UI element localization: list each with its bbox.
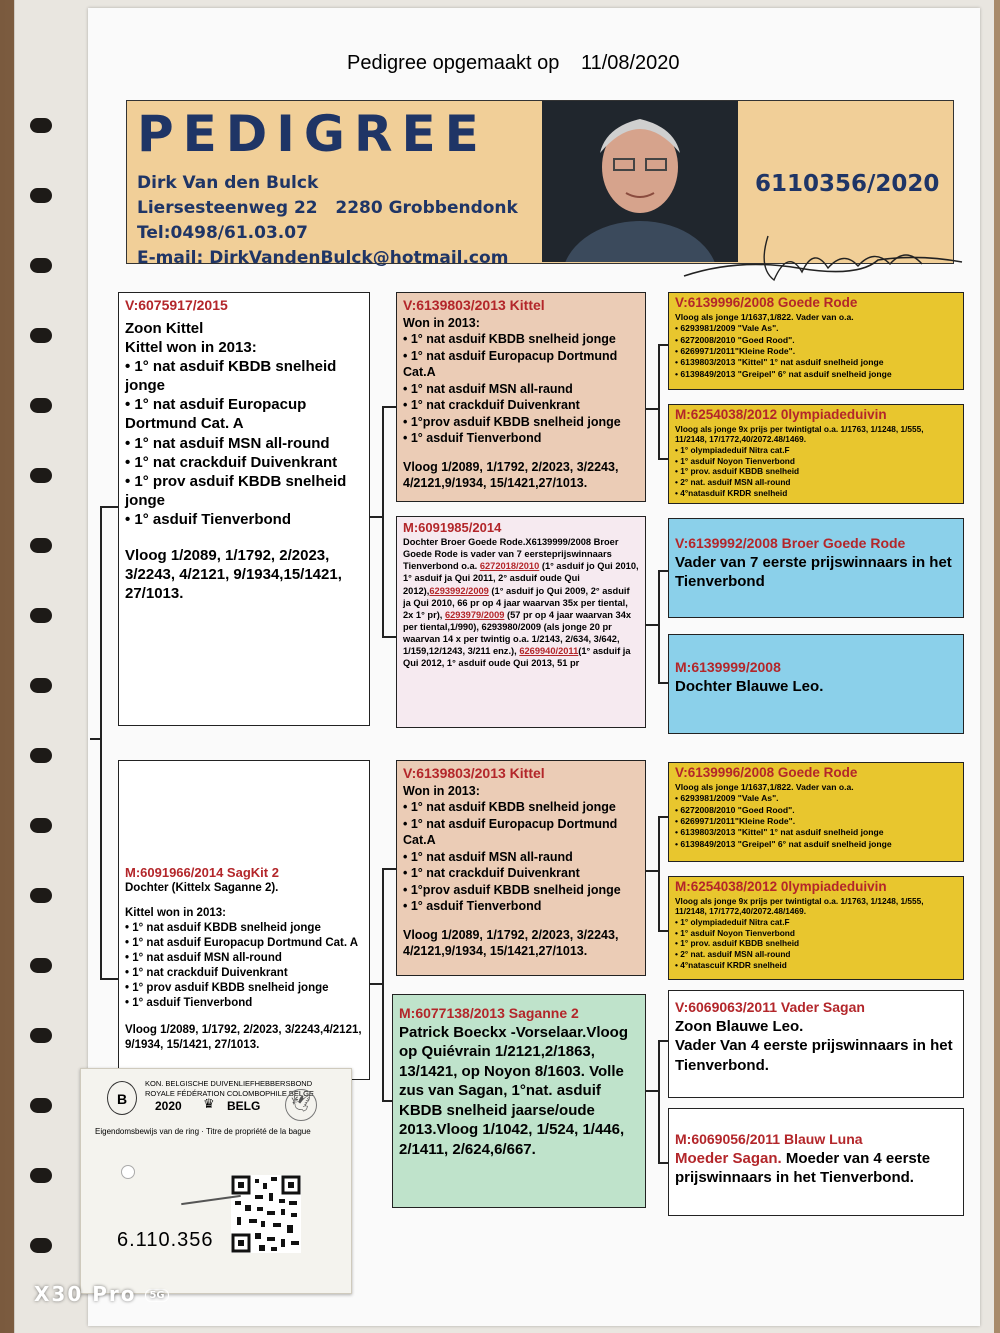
punch-hole [30,1168,52,1183]
list-item: • 1° prov. asduif KBDB snelheid [675,938,957,949]
connector-line [658,344,660,458]
mother-6091985-id: M:6091985/2014 [403,520,502,535]
punch-hole [30,398,52,413]
broer-text: Vader van 7 eerste prijswinnaars in het Tienverbond [675,553,952,590]
punch-hole [30,888,52,903]
grandmother-maternal-card [392,994,646,1208]
olymp-bottom-id: M:6254038/2012 0lympiadeduivin [675,879,887,894]
text-segment: (1° asduif jo Qui 2009, 2° asduif ja Qui 2010, 66 pr op 4 jaar waarvan 35x per tiental, 2x 1° pr), [403,585,630,620]
goede-rode-top-offspring [675,323,957,380]
list-item: • 1° asduif Tienverbond [125,996,363,1011]
connector-line [658,570,668,572]
list-item: • 6139849/2013 "Greipel" 6° nat asduif snelheid jonge [675,369,957,380]
olymp-bottom-achievements [675,917,957,970]
connector-line [382,406,384,636]
connector-line [658,1040,660,1162]
list-item: • 1° asduif Noyon Tienverbond [675,456,957,467]
list-item: • 1° nat crackduif Duivenkrant [125,966,363,981]
saganne-id: M:6077138/2013 Saganne 2 [399,1005,579,1021]
sagan-father-line2: Vader Van 4 eerste prijswinnaars in het Tienverbond. [675,1037,953,1074]
pedigree-page [88,8,980,1326]
mother-results: Vloog 1/2089, 1/1792, 2/2023, 3/2243,4/2121, 9/1934, 15/1421, 27/1013. [125,1023,362,1051]
kittel-top-achievements [403,331,639,447]
document-date: 11/08/2020 [580,52,680,74]
pedigree-link[interactable]: 6272018/2010 [479,561,540,572]
list-item: • 6293981/2009 "Vale As". [675,793,957,804]
great-grandmother-card-1 [668,404,964,504]
document-title-line [347,52,680,75]
pedigree-link[interactable]: 6269940/2011 [519,645,579,656]
list-item: • 1° olympiadeduif Nitra cat.F [675,917,957,928]
list-item: • 1°prov asduif KBDB snelheid jonge [403,414,639,431]
list-item: • 6139803/2013 "Kittel" 1° nat asduif snelheid jonge [675,357,957,368]
list-item: • 6269971/2011"Kleine Rode". [675,346,957,357]
punch-hole [30,678,52,693]
ring-org-nl: KON. BELGISCHE DUIVENLIEFHEBBERSBOND [145,1079,313,1088]
connector-line [658,816,660,930]
list-item: • 6293981/2009 "Vale As". [675,323,957,334]
kittel-bottom-won: Won in 2013: [403,783,480,798]
mother-won-heading: Kittel won in 2013: [125,907,226,920]
list-item: • 1° nat asduif KBDB snelheid jonge [403,331,639,348]
list-item: • 1° nat asduif Europacup Dortmund Cat. A [125,395,363,433]
father-achievements [125,357,363,530]
ring-certificate [80,1068,352,1294]
kittel-bottom-achievements [403,799,639,915]
mother-achievements [125,921,363,1011]
list-item: • 1° nat crackduif Duivenkrant [403,865,639,882]
kittel-bottom-id: V:6139803/2013 Kittel [403,765,545,781]
list-item: • 1° asduif Noyon Tienverbond [675,928,957,939]
camera-watermark [34,1282,169,1306]
father-intro: Zoon Kittel [125,319,204,337]
punch-hole [30,1028,52,1043]
list-item: • 6139803/2013 "Kittel" 1° nat asduif snelheid jonge [675,827,957,838]
olymp-bottom-intro: Vloog als jonge 9x prijs per twintigtal o.a. 1/1763, 1/1248, 1/555, 11/2148, 17/1772,40/2072.48/1469. [675,895,924,917]
owner-name: Dirk Van den Bulck [137,173,319,193]
list-item: • 1° nat asduif MSN all-round [125,434,363,453]
list-item: • 1° nat asduif MSN all-round [125,951,363,966]
list-item: • 1° asduif Tienverbond [403,430,639,447]
ring-number: 6110356/2020 [755,171,940,197]
father-card [118,292,370,726]
grandfather-paternal-card [396,292,646,502]
punch-hole [30,258,52,273]
saganne-text: Patrick Boeckx -Vorselaar.Vloog op Quiévrain 1/2121,2/1863, 13/1421, op Noyon 8/1603. Volle zus van Sagan, 1°nat. asduif KBDB snelheid jaarse/oude 2013.Vloog 1/1042, 1/524, 1/446, 2/1411, 2/624,6/667. [399,1023,628,1158]
punch-hole [30,608,52,623]
list-item: • 1° olympiadeduif Nitra cat.F [675,445,957,456]
great-grandmother-card-2 [668,634,964,734]
father-won-heading: Kittel won in 2013: [125,338,257,356]
punch-hole [30,118,52,133]
great-grandfather-card-3 [668,762,964,862]
punch-hole [30,1238,52,1253]
goede-rode-top-intro: Vloog als jonge 1/1637,1/822. Vader van o.a. [675,311,854,322]
connector-line [658,930,668,932]
watermark-badge: 5G [145,1289,168,1302]
mother-card [118,760,370,1080]
list-item: • 1° nat asduif Europacup Dortmund Cat.A [403,348,639,381]
punch-hole [121,1165,135,1179]
grandfather-maternal-card [396,760,646,976]
list-item: • 6272008/2010 "Goed Rood". [675,335,957,346]
punch-hole [30,818,52,833]
goede-rode-bottom-intro: Vloog als jonge 1/1637,1/822. Vader van o.a. [675,781,854,792]
olymp-top-id: M:6254038/2012 0lympiadeduivin [675,407,887,422]
great-grandmother-card-3 [668,876,964,980]
list-item: • 1° nat crackduif Duivenkrant [125,453,363,472]
list-item: • 6269971/2011"Kleine Rode". [675,816,957,827]
sagan-mother-id: M:6069056/2011 Blauw Luna [675,1131,863,1147]
great-grandmother-card-4 [668,1108,964,1216]
list-item: • 1° nat asduif Europacup Dortmund Cat.A [403,816,639,849]
great-grandfather-card-2 [668,518,964,618]
list-item: • 2° nat. asduif MSN all-round [675,949,957,960]
document-title: Pedigree opgemaakt op [347,52,560,74]
dochter-leo-text: Dochter Blauwe Leo. [675,677,824,695]
list-item: • 4°natascuif KRDR snelheid [675,960,957,971]
list-item: • 6272008/2010 "Goed Rood". [675,805,957,816]
ring-card-number: 6.110.356 [117,1229,214,1251]
broer-id: V:6139992/2008 Broer Goede Rode [675,535,906,551]
punch-hole [30,538,52,553]
punch-hole [30,958,52,973]
dove-icon: 🕊 [285,1089,317,1121]
goede-rode-top-id: V:6139996/2008 Goede Rode [675,295,858,310]
connector-line [658,1040,668,1042]
goede-rode-bottom-id: V:6139996/2008 Goede Rode [675,765,858,780]
text-segment: (1° asduif ja Qui 2012, 1° asduif oude Qui 2013, 51 pr [403,645,631,669]
list-item: • 6139849/2013 "Greipel" 6° nat asduif snelheid jonge [675,839,957,850]
father-results: Vloog 1/2089, 1/1792, 2/2023, 3/2243, 4/2121, 9/1934,15/1421, 27/1013. [125,546,342,602]
list-item: • 1° nat crackduif Duivenkrant [403,397,639,414]
kittel-bottom-results: Vloog 1/2089, 1/1792, 2/2023, 3/2243, 4/2121,9/1934, 15/1421,27/1013. [403,927,619,958]
ring-org-fr: ROYALE FÉDÉRATION COLOMBOPHILE BELGE [145,1089,314,1098]
punch-hole [30,1098,52,1113]
qr-code-icon [231,1175,301,1253]
connector-line [382,636,396,638]
punch-hole [30,188,52,203]
text-segment: (57 pr op 4 jaar waarvan 34x per tiental,1/990), 6293980/2009 (als jonge 20 pr waarvan 14 x per twintig o.a. 1/2143, 2/634, 3/642, 1/159,12/1243, 3/211 enz.), [403,609,632,656]
sagan-mother-line2: Moeder van 4 eerste prijswinnaars in het Tienverbond. [675,1149,931,1186]
sagan-father-id: V:6069063/2011 Vader Sagan [675,999,865,1015]
crown-icon: ♛ [203,1096,215,1111]
connector-line [100,506,102,978]
great-grandfather-card-1 [668,292,964,390]
ring-title: Eigendomsbewijs van de ring · Titre de propriété de la bague [95,1127,311,1136]
connector-line [658,458,668,460]
list-item: • 1° prov. asduif KBDB snelheid [675,466,957,477]
connector-line [100,506,118,508]
kittel-top-id: V:6139803/2013 Kittel [403,297,545,313]
watermark-brand: X30 Pro [34,1282,137,1306]
connector-line [658,1162,668,1164]
list-item: • 1° nat asduif KBDB snelheid jonge [403,799,639,816]
owner-email: E-mail: DirkVandenBulck@hotmail.com [137,248,509,268]
list-item: • 2° nat. asduif MSN all-round [675,477,957,488]
connector-line [100,978,118,980]
connector-line [382,406,396,408]
list-item: • 1° nat asduif KBDB snelheid jonge [125,921,363,936]
pedigree-link[interactable]: 6293992/2009 [429,585,489,596]
mother-intro: Dochter (Kittelx Saganne 2). [125,882,279,895]
mother-id: M:6091966/2014 SagKit 2 [125,865,279,880]
list-item: • 1° prov asduif KBDB snelheid jonge [125,472,363,510]
dochter-leo-id: M:6139999/2008 [675,659,781,675]
father-id: V:6075917/2015 [125,297,228,313]
punch-hole [30,328,52,343]
signature-icon [678,228,968,288]
sagan-mother-line1: Moeder Sagan. [675,1149,782,1167]
text-segment: Dochter Broer Goede Rode.X6139999/2008 Broer Goede Rode is vader van 7 eersteprijswinnaars Tienverbond o.a. [403,537,619,572]
connector-line [658,816,668,818]
list-item: • 1°prov asduif KBDB snelheid jonge [403,882,639,899]
connector-line [382,868,384,1100]
list-item: • 1° nat asduif Europacup Dortmund Cat. A [125,936,363,951]
sagan-father-line1: Zoon Blauwe Leo. [675,1017,804,1035]
connector-line [382,868,396,870]
ring-year: 2020 [155,1099,182,1113]
connector-line [658,344,668,346]
goede-rode-bottom-offspring [675,793,957,850]
list-item: • 4°natasduif KRDR snelheid [675,488,957,499]
list-item: • 1° nat asduif KBDB snelheid jonge [125,357,363,395]
great-grandfather-card-4 [668,990,964,1098]
list-item: • 1° asduif Tienverbond [125,510,363,529]
list-item: • 1° prov asduif KBDB snelheid jonge [125,981,363,996]
connector-line [658,682,668,684]
owner-phone: Tel:0498/61.03.07 [137,223,308,243]
sagan-mother-text [675,1149,957,1188]
mother-6091985-text [403,536,639,669]
list-item: • 1° asduif Tienverbond [403,898,639,915]
list-item: • 1° nat asduif MSN all-raund [403,849,639,866]
kbdb-logo-icon: B [107,1081,137,1115]
pedigree-heading: PEDIGREE [137,105,488,163]
list-item: • 1° nat asduif MSN all-raund [403,381,639,398]
owner-contact [137,171,518,271]
connector-line [658,570,660,682]
olymp-top-intro: Vloog als jonge 9x prijs per twintigtal o.a. 1/1763, 1/1248, 1/555, 11/2148, 17/1772,40/2072.48/1469. [675,423,924,445]
owner-address: Liersesteenweg 22 2280 Grobbendonk [137,198,518,218]
punch-hole [30,468,52,483]
ring-country: BELG [227,1099,261,1113]
kittel-top-won: Won in 2013: [403,315,480,330]
punch-hole [30,748,52,763]
olymp-top-achievements [675,445,957,498]
kittel-top-results: Vloog 1/2089, 1/1792, 2/2023, 3/2243, 4/2121,9/1934, 15/1421,27/1013. [403,459,619,490]
text-segment: (1° asduif jo Qui 2010, 1° asduif ja Qui 2011, 2° asduif oude Qui 2012), [403,561,639,596]
pedigree-link[interactable]: 6293979/2009 [444,609,505,620]
grandmother-paternal-card [396,516,646,728]
